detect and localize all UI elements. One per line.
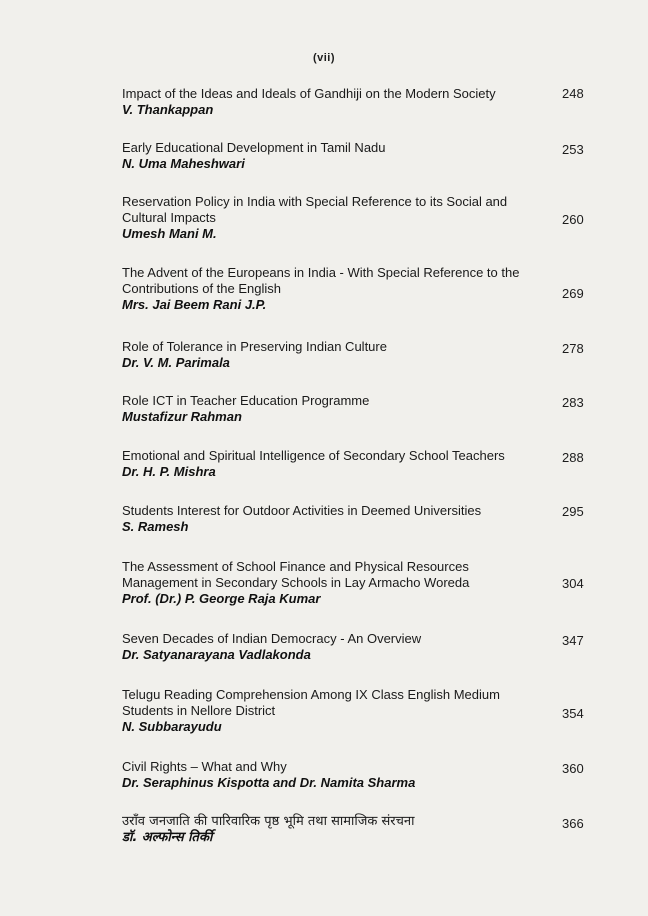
toc-entry-author: Dr. V. M. Parimala — [122, 355, 230, 370]
toc-entry — [122, 687, 592, 735]
toc-entry — [122, 503, 592, 535]
toc-entry-title: Telugu Reading Comprehension Among IX Class English Medium Students in Nellore District — [122, 687, 500, 718]
toc-entry-title: Role of Tolerance in Preserving Indian Culture — [122, 339, 387, 354]
toc-entry-title: Reservation Policy in India with Special Reference to its Social and Cultural Impacts — [122, 194, 508, 225]
toc-entry-title: Role ICT in Teacher Education Programme — [122, 393, 370, 408]
toc-entry-title: Civil Rights – What and Why — [122, 759, 287, 774]
toc-entry-author: V. Thankappan — [122, 102, 214, 117]
toc-entry-title: Early Educational Development in Tamil Nadu — [122, 140, 386, 155]
toc-entry — [122, 559, 592, 607]
toc-entry-page: 253 — [562, 142, 584, 157]
toc-entry-page: 260 — [562, 212, 584, 227]
toc-entry-author: Prof. (Dr.) P. George Raja Kumar — [122, 591, 321, 606]
toc-entry-author: Dr. Seraphinus Kispotta and Dr. Namita Sharma — [122, 775, 416, 790]
toc-entry-author: Dr. H. P. Mishra — [122, 464, 216, 479]
toc-entry-page: 304 — [562, 576, 584, 591]
toc-entry-author: Mrs. Jai Beem Rani J.P. — [122, 297, 267, 312]
toc-entry-author: Umesh Mani M. — [122, 226, 217, 241]
toc-entry-title: Impact of the Ideas and Ideals of Gandhiji on the Modern Society — [122, 86, 496, 101]
toc-entry-title: Emotional and Spiritual Intelligence of Secondary School Teachers — [122, 448, 505, 463]
toc-entry-page: 288 — [562, 450, 584, 465]
toc-entry-title: The Assessment of School Finance and Physical Resources Management in Secondary Schools in Lay Armacho Woreda — [122, 559, 470, 590]
toc-entry-title: The Advent of the Europeans in India - With Special Reference to the Contributions of the English — [122, 265, 520, 296]
toc-entry — [122, 140, 592, 172]
toc-entry-page: 354 — [562, 706, 584, 721]
toc-entry — [122, 448, 592, 480]
toc-entry-page: 248 — [562, 86, 584, 101]
toc-entry-page: 269 — [562, 286, 584, 301]
toc-entry-title: Students Interest for Outdoor Activities in Deemed Universities — [122, 503, 482, 518]
toc-entry-author: N. Subbarayudu — [122, 719, 222, 734]
toc-entry-title: उराँव जनजाति की पारिवारिक पृष्ठ भूमि तथा सामाजिक संरचना — [122, 814, 415, 829]
toc-entry-page: 366 — [562, 816, 584, 831]
toc-entry — [122, 194, 592, 242]
toc-entry-author: S. Ramesh — [122, 519, 189, 534]
toc-entry-author: Mustafizur Rahman — [122, 409, 242, 424]
toc-entry-author: N. Uma Maheshwari — [122, 156, 245, 171]
toc-entry-author: Dr. Satyanarayana Vadlakonda — [122, 647, 311, 662]
toc-entry — [122, 631, 592, 663]
toc-entry-page: 347 — [562, 633, 584, 648]
toc-entry-page: 283 — [562, 395, 584, 410]
toc-entry-title: Seven Decades of Indian Democracy - An Overview — [122, 631, 422, 646]
toc-entry — [122, 759, 592, 791]
toc-entry-page: 278 — [562, 341, 584, 356]
toc-entry — [122, 86, 592, 118]
toc-entry — [122, 814, 592, 846]
toc-entry — [122, 393, 592, 425]
page-number-roman: (vii) — [312, 52, 336, 64]
toc-entry-author: डॉ. अल्फोन्स तिर्की — [122, 830, 213, 845]
toc-entry-page: 360 — [562, 761, 584, 776]
toc-entry — [122, 339, 592, 371]
toc-entry — [122, 265, 592, 313]
toc-entry-page: 295 — [562, 504, 584, 519]
